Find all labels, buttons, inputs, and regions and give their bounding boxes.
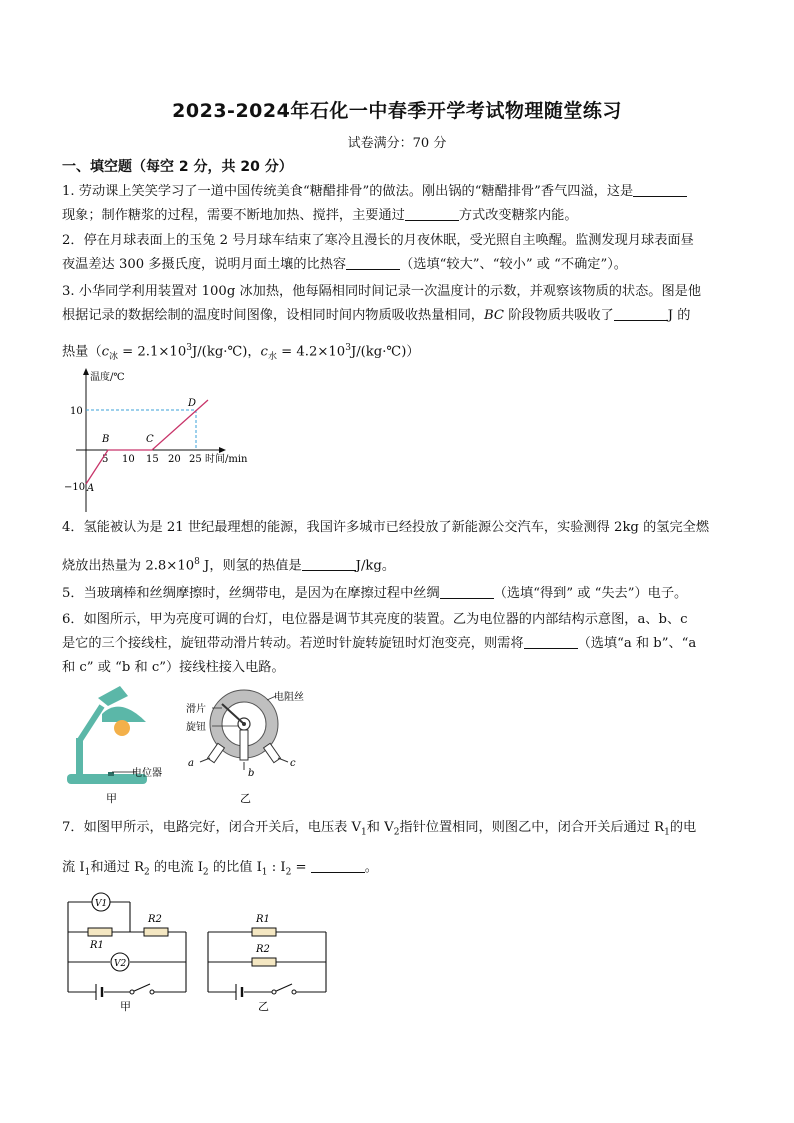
- q7-text-a: 7．如图甲所示，电路完好，闭合开关后，电压表 V: [62, 820, 362, 835]
- question-1: [62, 180, 734, 228]
- v1-label: V1: [95, 899, 108, 909]
- q4-line-2: [62, 550, 734, 578]
- q3-text-a: 3. 小华同学利用装置对 100g 冰加热，他每隔相同时间记录一次温度计的示数，并观察该物质的状态。图是他: [62, 284, 702, 299]
- q7-sub-r1: 1: [664, 827, 670, 838]
- q7-text-b6: 的比值 I: [208, 860, 262, 875]
- x-tick-10: 10: [122, 454, 135, 465]
- resistor-r2-jia: [144, 928, 168, 936]
- q3-exp-water: 3: [345, 343, 351, 353]
- q7-sub-i2: 2: [202, 867, 209, 878]
- q4-text-c: J，则氢的热值是: [199, 558, 302, 574]
- q7-text-b10: =: [291, 860, 311, 875]
- q2-text-a: 2．停在月球表面上的玉兔 2 号月球车结束了寒冷且漫长的月夜休眠，受光照自主唤醒。监测发现月球表面昼: [62, 233, 694, 248]
- terminal-b: b: [248, 768, 255, 779]
- y-axis-label: 温度/℃: [90, 372, 125, 383]
- q3-c-ice: c: [101, 344, 109, 360]
- point-c: C: [146, 434, 154, 445]
- q3-ice-val: = 2.1×10: [117, 344, 187, 360]
- q7-text-b4: 的电流 I: [149, 860, 203, 875]
- question-6: [62, 608, 734, 680]
- circuit-jia: [68, 902, 186, 1000]
- y-axis-arrow: [83, 368, 89, 375]
- y-tick-neg10: −10: [64, 482, 86, 493]
- caption-yi-7: 乙: [258, 1000, 269, 1013]
- terminal-a: a: [188, 758, 194, 769]
- page-subtitle: 试卷满分：70 分: [347, 136, 447, 151]
- v2-label: V2: [114, 959, 127, 969]
- figure-6: [62, 686, 342, 808]
- x-tick-15: 15: [146, 454, 159, 465]
- q3-c-water: c: [260, 344, 268, 360]
- potentiometer-label: 电位器: [132, 768, 162, 779]
- page-title: 2023-2024年石化一中春季开学考试物理随堂练习: [172, 100, 622, 122]
- q3-unit-water: J/(kg·℃): [350, 344, 407, 360]
- r2-label-yi: R2: [256, 944, 270, 955]
- q7-text-a4: 指针位置相同，则图乙中，闭合开关后通过 R: [399, 820, 665, 835]
- q7-text-b2: 和通过 R: [90, 860, 145, 875]
- resistor-r1-jia: [88, 928, 112, 936]
- q3-blank[interactable]: [614, 306, 668, 321]
- q7-sub-i1: 1: [84, 867, 91, 878]
- q3-sep: ，: [247, 344, 261, 360]
- q7-line-2: [62, 856, 734, 885]
- q3-bc: BC: [484, 308, 505, 323]
- y-tick-10: 10: [70, 406, 83, 417]
- q3-text-b: 根据记录的数据绘制的温度时间图像，设相同时间内物质吸收热量相同，: [62, 308, 484, 323]
- q6-text-a: 6．如图所示，甲为亮度可调的台灯，电位器是调节其亮度的装置。乙为电位器的内部结构示意图，a、b、c: [62, 612, 688, 627]
- knob-label: 旋钮: [186, 722, 206, 733]
- switch-node-jia: [130, 990, 134, 994]
- temperature-time-graph: [62, 366, 262, 514]
- q3-water-sub: 水: [267, 352, 277, 363]
- q4-text-d: J/kg。: [355, 558, 396, 574]
- q3-text-e: 热量（: [62, 344, 102, 360]
- question-3: [62, 280, 734, 328]
- q2-text-c: （选填“较大”、“较小” 或 “不确定”）。: [400, 257, 627, 272]
- section-heading: 一、填空题（每空 2 分，共 20 分）: [62, 159, 293, 175]
- q4-text-b: 烧放出热量为 2.8×10: [62, 558, 195, 574]
- x-tick-5: 5: [102, 454, 109, 465]
- caption-yi: 乙: [240, 792, 251, 805]
- question-5: [62, 582, 734, 606]
- q7-text-a6: 的电: [669, 820, 697, 835]
- q7-text-b8: : I: [267, 860, 286, 875]
- q7-sub-i1b: 1: [261, 867, 268, 878]
- resistance-wire-label: 电阻丝: [274, 692, 304, 703]
- q3-heat-line: [62, 336, 734, 369]
- resistor-r1-yi: [252, 928, 276, 936]
- q3-water-val: = 4.2×10: [276, 344, 346, 360]
- q7-sub-v2: 2: [393, 827, 400, 838]
- q3-text-d: J 的: [667, 308, 691, 323]
- question-4: [62, 516, 734, 540]
- q6-blank[interactable]: [524, 634, 578, 649]
- q4-exp: 8: [194, 557, 200, 567]
- q4-blank[interactable]: [302, 556, 356, 571]
- resistor-r2-yi: [252, 958, 276, 966]
- x-axis-label: 时间/min: [205, 454, 248, 465]
- q7-sub-r2: 2: [144, 867, 150, 878]
- q1-blank-1[interactable]: [633, 182, 687, 197]
- q3-close: ）: [406, 344, 420, 360]
- q4-text-a: 4．氢能被认为是 21 世纪最理想的能源，我国许多城市已经投放了新能源公交汽车，实验测得 2kg 的氢完全燃: [62, 520, 710, 535]
- q5-text-b: （选填“得到” 或 “失去”）电子。: [493, 586, 688, 601]
- switch-node-yi: [272, 990, 276, 994]
- caption-jia-7: 甲: [120, 1000, 131, 1013]
- q7-text-b: 流 I: [62, 860, 85, 875]
- q3-exp-ice: 3: [186, 343, 192, 353]
- q7-blank[interactable]: [311, 858, 365, 873]
- q5-text-a: 5．当玻璃棒和丝绸摩擦时，丝绸带电，是因为在摩擦过程中丝绸: [62, 586, 440, 601]
- switch-node2-jia: [150, 990, 154, 994]
- question-7: [62, 816, 734, 845]
- q3-ice-sub: 冰: [108, 352, 118, 363]
- point-b: B: [102, 434, 110, 445]
- x-tick-25: 25: [189, 454, 202, 465]
- point-a: A: [87, 483, 95, 494]
- q7-sub-v1: 1: [361, 827, 367, 838]
- q5-blank[interactable]: [440, 584, 494, 599]
- r1-label-jia: R1: [90, 940, 104, 951]
- q3-unit-ice: J/(kg·℃): [191, 344, 248, 360]
- q6-text-c: （选填“a 和 b”、“a: [577, 636, 697, 651]
- q7-text-b11: 。: [364, 860, 378, 875]
- slider-label: 滑片: [186, 704, 206, 715]
- q1-text-c: 方式改变糖浆内能。: [458, 208, 578, 223]
- q1-blank-2[interactable]: [405, 206, 459, 221]
- q2-text-b: 夜温差达 300 多摄氏度，说明月面土壤的比热容: [62, 257, 347, 272]
- x-axis-arrow: [219, 447, 226, 453]
- r1-label-yi: R1: [256, 914, 270, 925]
- q7-text-a2: 和 V: [366, 820, 394, 835]
- question-2: [62, 229, 734, 277]
- q1-text-a: 1. 劳动课上笑笑学习了一道中国传统美食“糖醋排骨”的做法。刚出锅的“糖醋排骨”香气四溢，这是: [62, 184, 634, 199]
- point-d: D: [188, 398, 197, 409]
- terminal-c: c: [290, 758, 296, 769]
- q2-blank[interactable]: [346, 255, 400, 270]
- q3-text-c: 阶段物质共吸收了: [504, 308, 614, 323]
- caption-jia: 甲: [106, 792, 117, 805]
- r2-label-jia: R2: [148, 914, 162, 925]
- switch-node2-yi: [292, 990, 296, 994]
- q6-text-b: 是它的三个接线柱，旋钮带动滑片转动。若逆时针旋转旋钮时灯泡变亮，则需将: [62, 636, 524, 651]
- q7-sub-i2b: 2: [285, 867, 292, 878]
- q1-text-b: 现象；制作糖浆的过程，需要不断地加热、搅拌，主要通过: [62, 208, 405, 223]
- x-tick-20: 20: [168, 454, 181, 465]
- figure-7: [62, 888, 342, 1014]
- q6-text-d: 和 c” 或 “b 和 c”）接线柱接入电路。: [62, 660, 285, 675]
